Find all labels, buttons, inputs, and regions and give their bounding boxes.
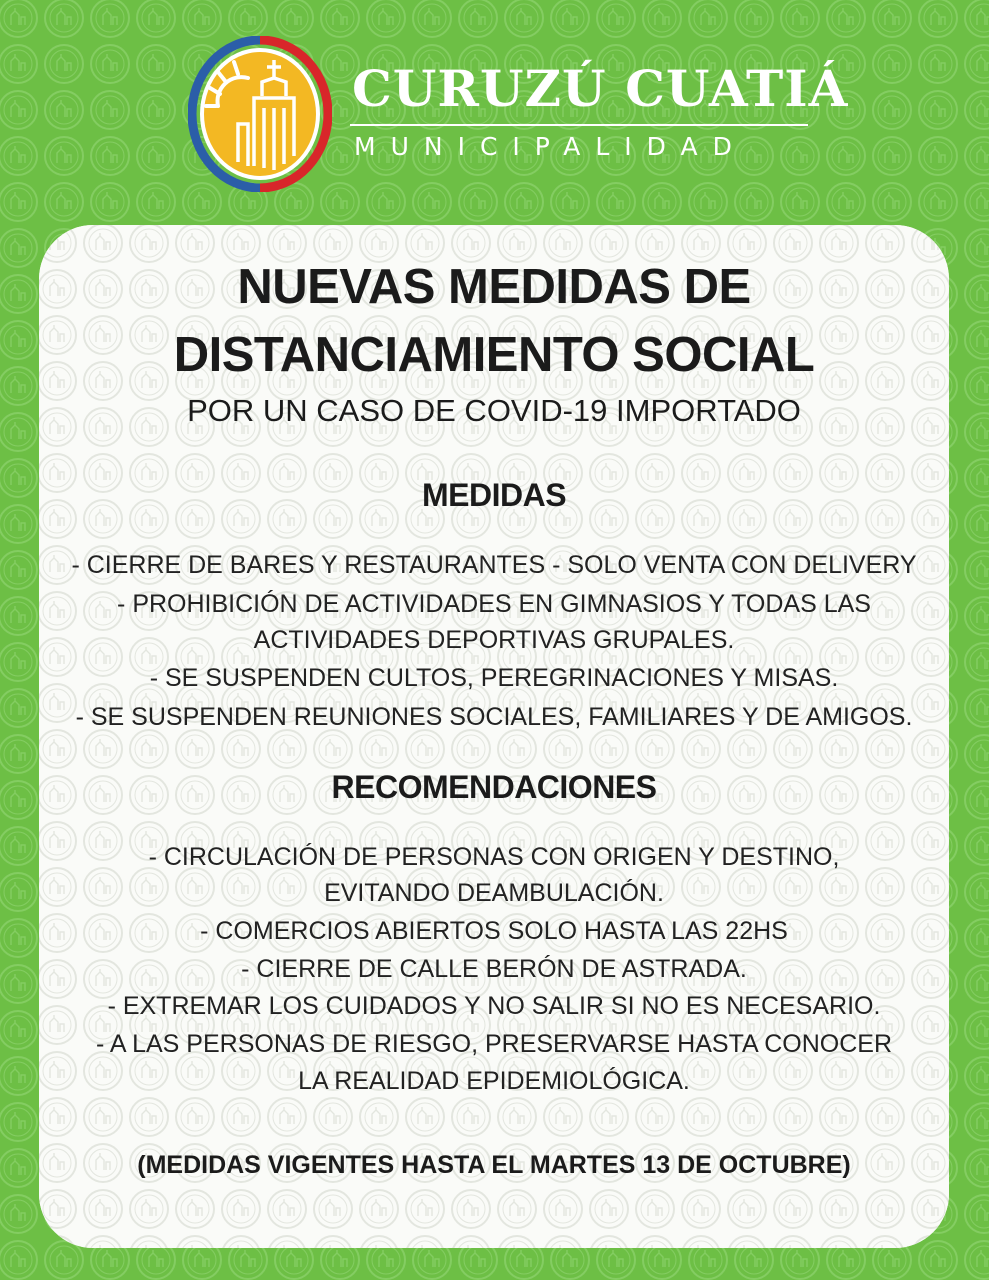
measure-line-3: ACTIVIDADES DEPORTIVAS GRUPALES. xyxy=(253,626,735,654)
recommendation-line-7: LA REALIDAD EPIDEMIOLÓGICA. xyxy=(298,1067,690,1095)
measure-line-4: - SE SUSPENDEN CULTOS, PEREGRINACIONES Y MISAS. xyxy=(149,664,839,692)
recommendation-line-6: - A LAS PERSONAS DE RIESGO, PRESERVARSE HASTA CONOCER xyxy=(95,1030,893,1058)
recommendation-line-4: - CIERRE DE CALLE BERÓN DE ASTRADA. xyxy=(241,955,747,983)
measures-heading: MEDIDAS xyxy=(421,477,567,513)
measure-line-2: - PROHIBICIÓN DE ACTIVIDADES EN GIMNASIOS Y TODAS LAS xyxy=(117,590,871,618)
municipality-subtitle: MUNICIPALIDAD xyxy=(354,132,747,161)
recommendation-line-2: EVITANDO DEAMBULACIÓN. xyxy=(324,879,664,907)
municipality-name: CURUZÚ CUATIÁ xyxy=(352,59,849,118)
measure-line-1: - CIERRE DE BARES Y RESTAURANTES - SOLO VENTA CON DELIVERY xyxy=(71,551,917,579)
header xyxy=(0,0,989,210)
municipal-emblem-icon xyxy=(188,36,332,192)
notice-title-line-2: DISTANCIAMIENTO SOCIAL xyxy=(173,328,815,382)
recommendation-line-5: - EXTREMAR LOS CUIDADOS Y NO SALIR SI NO ES NECESARIO. xyxy=(107,992,881,1020)
recommendation-line-3: - COMERCIOS ABIERTOS SOLO HASTA LAS 22HS xyxy=(200,917,788,945)
notice-subtitle: POR UN CASO DE COVID-19 IMPORTADO xyxy=(187,393,801,428)
notice-card xyxy=(39,225,949,1248)
brand-divider xyxy=(350,124,808,126)
notice-title-line-1: NUEVAS MEDIDAS DE xyxy=(237,260,751,314)
recommendations-heading: RECOMENDACIONES xyxy=(331,769,657,805)
recommendation-line-1: - CIRCULACIÓN DE PERSONAS CON ORIGEN Y DESTINO, xyxy=(148,843,840,871)
notice-content xyxy=(39,225,949,1248)
measure-line-5: - SE SUSPENDEN REUNIONES SOCIALES, FAMILIARES Y DE AMIGOS. xyxy=(75,703,913,731)
validity-footer: (MEDIDAS VIGENTES HASTA EL MARTES 13 DE OCTUBRE) xyxy=(137,1151,851,1179)
